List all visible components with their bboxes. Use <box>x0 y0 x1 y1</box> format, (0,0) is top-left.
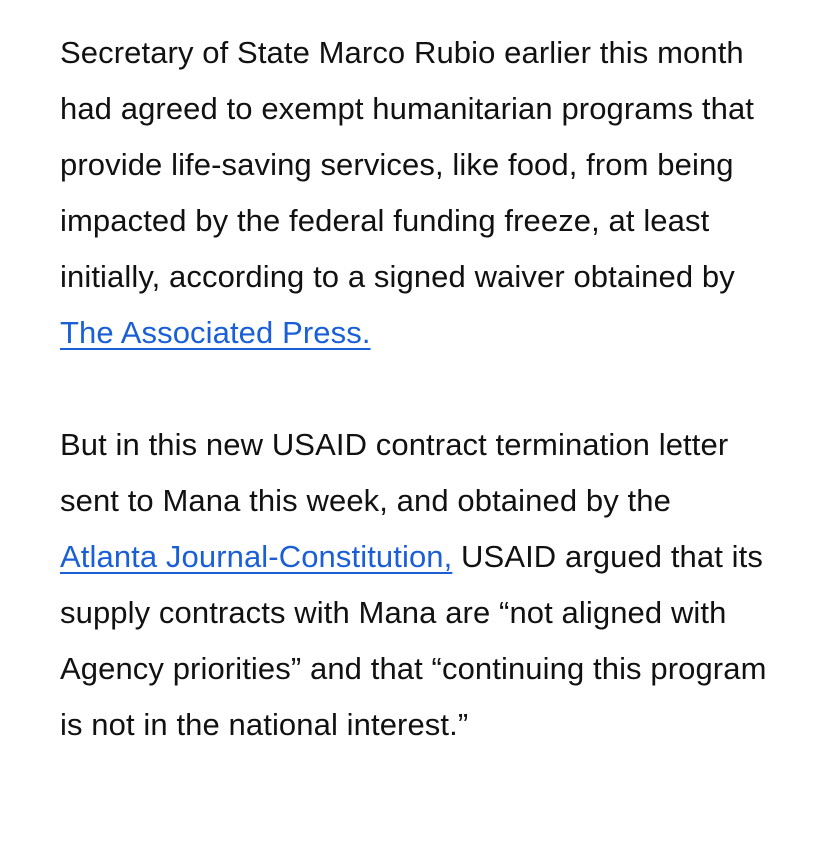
paragraph-rubio-waiver <box>60 25 775 361</box>
paragraph-text: But in this new USAID contract termination letter sent to Mana this week, and obtained by the <box>60 427 729 518</box>
paragraph-usaid-termination <box>60 417 775 753</box>
associated-press-link[interactable]: The Associated Press. <box>60 315 371 350</box>
article-body <box>60 25 775 753</box>
paragraph-text: USAID argued that its supply contracts with Mana are “not aligned with Agency priorities” and that “continuing this program is not in the national interest.” <box>60 539 767 742</box>
paragraph-text: Secretary of State Marco Rubio earlier this month had agreed to exempt humanitarian programs that provide life-saving services, like food, from being impacted by the federal funding freeze, at least initially, according to a signed waiver obtained by <box>60 35 754 294</box>
ajc-link[interactable]: Atlanta Journal-Constitution, <box>60 539 453 574</box>
